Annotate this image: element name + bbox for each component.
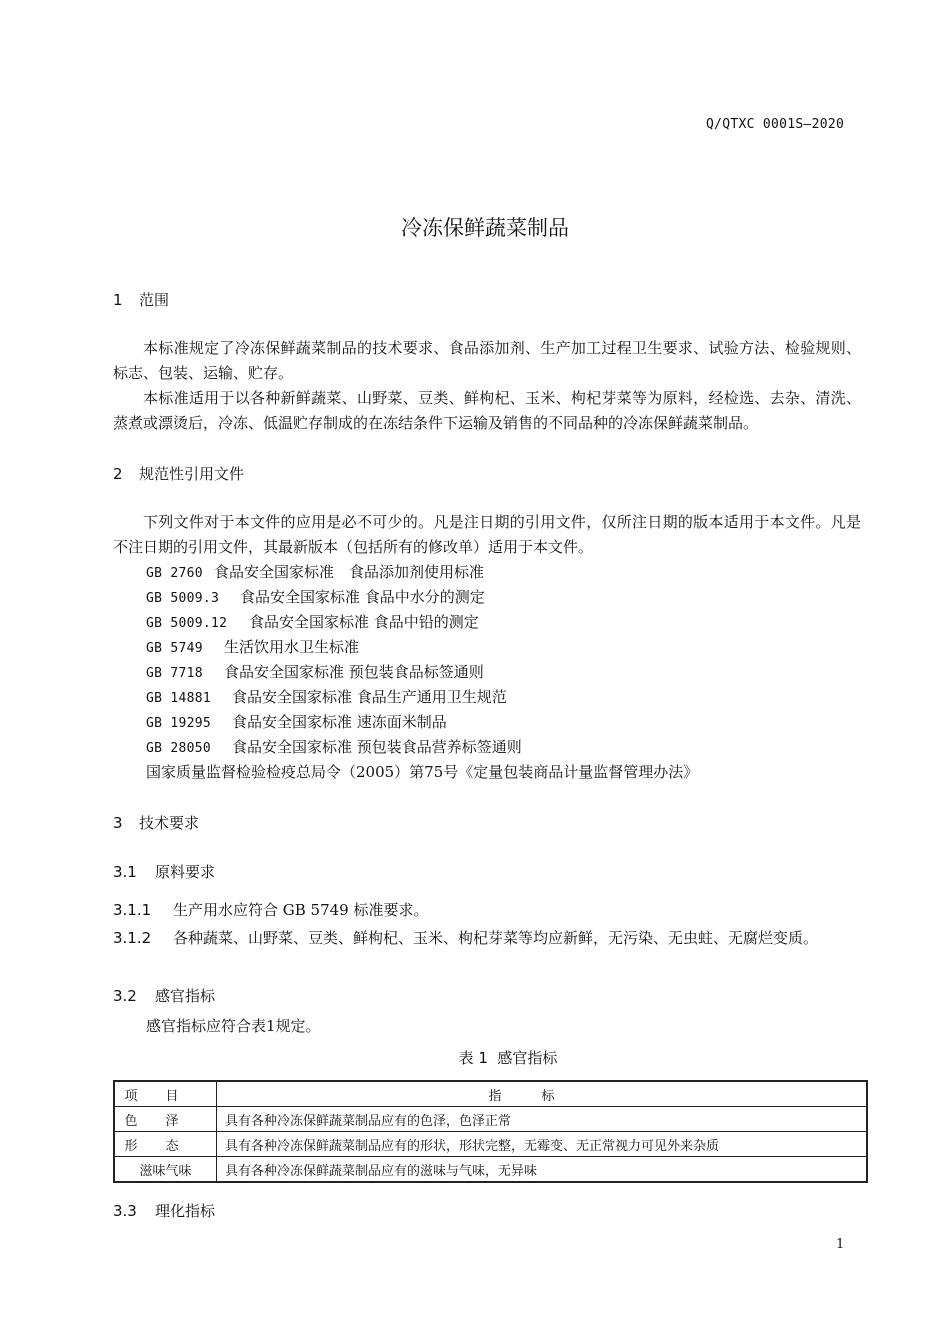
reference-item (146, 736, 522, 757)
reference-name: 食品安全国家标准 食品添加剂使用标准 (214, 563, 485, 581)
table-row (114, 1132, 867, 1157)
reference-name: 食品安全国家标准 食品中铅的测定 (249, 613, 479, 631)
row-indicator: 具有各种冷冻保鲜蔬菜制品应有的形状，形状完整，无霉变、无正常视力可见外来杂质 (217, 1132, 868, 1157)
reference-item (146, 561, 484, 582)
row-indicator: 具有各种冷冻保鲜蔬菜制品应有的色泽，色泽正常 (217, 1107, 868, 1132)
sensory-table (113, 1080, 868, 1183)
table-header-row (114, 1081, 867, 1107)
clause-text: 生产用水应符合 GB 5749 标准要求。 (173, 901, 429, 919)
row-item: 形态 (114, 1132, 217, 1157)
section-number: 3.2 (113, 987, 137, 1005)
reference-code: GB 5009.12 (146, 616, 228, 631)
page-number: 1 (836, 1237, 845, 1252)
reference-code: GB 2760 (146, 566, 203, 581)
clause-number: 3.1.1 (113, 901, 152, 919)
reference-code: GB 14881 (146, 691, 212, 706)
sensory-intro: 感官指标应符合表1规定。 (146, 1017, 321, 1035)
section-1-heading (113, 289, 169, 310)
page-title: 冷冻保鲜蔬菜制品 (401, 216, 569, 240)
reference-code: GB 19295 (146, 716, 212, 731)
reference-item (146, 586, 485, 607)
reference-item (146, 686, 507, 707)
reference-item (146, 661, 484, 682)
section-title: 原料要求 (155, 863, 216, 881)
document-code: Q/QTXC 0001S—2020 (706, 117, 845, 132)
section-number: 1 (113, 291, 123, 309)
reference-decree: 国家质量监督检验检疫总局令（2005）第75号《定量包装商品计量监督管理办法》 (146, 763, 699, 781)
reference-code: GB 28050 (146, 741, 212, 756)
header-item: 项目 (114, 1081, 217, 1107)
reference-name: 食品安全国家标准 食品生产通用卫生规范 (232, 688, 507, 706)
reference-name: 食品安全国家标准 预包装食品标签通则 (224, 663, 484, 681)
section-title: 感官指标 (155, 987, 216, 1005)
table-row (114, 1107, 867, 1132)
section-2-heading (113, 463, 244, 484)
section-3-3-heading (113, 1200, 215, 1221)
section-title: 理化指标 (155, 1202, 216, 1220)
scope-paragraph-2: 本标准适用于以各种新鲜蔬菜、山野菜、豆类、鲜枸杞、玉米、枸杞芽菜等为原料，经检选、去杂、清洗、蒸煮或漂烫后，冷冻、低温贮存制成的在冻结条件下运输及销售的不同品种的冷冻保鲜蔬菜制品。 (113, 389, 861, 432)
reference-code: GB 7718 (146, 666, 203, 681)
reference-name: 食品安全国家标准 速冻面米制品 (232, 713, 447, 731)
reference-name: 食品安全国家标准 食品中水分的测定 (240, 588, 485, 606)
section-number: 3.3 (113, 1202, 137, 1220)
section-title: 规范性引用文件 (139, 465, 245, 483)
section-3-1-heading (113, 861, 215, 882)
table-row (114, 1157, 867, 1183)
reference-name: 食品安全国家标准 预包装食品营养标签通则 (232, 738, 522, 756)
section-3-heading (113, 812, 199, 833)
section-3-2-heading (113, 985, 215, 1006)
reference-code: GB 5749 (146, 641, 203, 656)
header-indicator: 指标 (217, 1081, 868, 1107)
reference-item (146, 636, 359, 657)
section-number: 2 (113, 465, 123, 483)
section-title: 技术要求 (139, 814, 200, 832)
clause-3-1-2 (113, 926, 861, 951)
row-item: 色泽 (114, 1107, 217, 1132)
clause-text: 各种蔬菜、山野菜、豆类、鲜枸杞、玉米、枸杞芽菜等均应新鲜，无污染、无虫蛀、无腐烂变质。 (173, 929, 819, 947)
scope-paragraph-1: 本标准规定了冷冻保鲜蔬菜制品的技术要求、食品添加剂、生产加工过程卫生要求、试验方法、检验规则、标志、包装、运输、贮存。 (113, 339, 861, 382)
section-number: 3 (113, 814, 123, 832)
clause-number: 3.1.2 (113, 929, 152, 947)
section-title: 范围 (139, 291, 170, 309)
row-indicator: 具有各种冷冻保鲜蔬菜制品应有的滋味与气味，无异味 (217, 1157, 868, 1183)
references-intro: 下列文件对于本文件的应用是必不可少的。凡是注日期的引用文件，仅所注日期的版本适用于本文件。凡是不注日期的引用文件，其最新版本（包括所有的修改单）适用于本文件。 (113, 513, 861, 556)
section-number: 3.1 (113, 863, 137, 881)
reference-item (146, 711, 447, 732)
reference-item (146, 611, 479, 632)
reference-name: 生活饮用水卫生标准 (224, 638, 360, 656)
reference-code: GB 5009.3 (146, 591, 220, 606)
table-caption: 表 1 感官指标 (458, 1049, 558, 1067)
row-item: 滋味气味 (114, 1157, 217, 1183)
clause-3-1-1 (113, 898, 429, 923)
